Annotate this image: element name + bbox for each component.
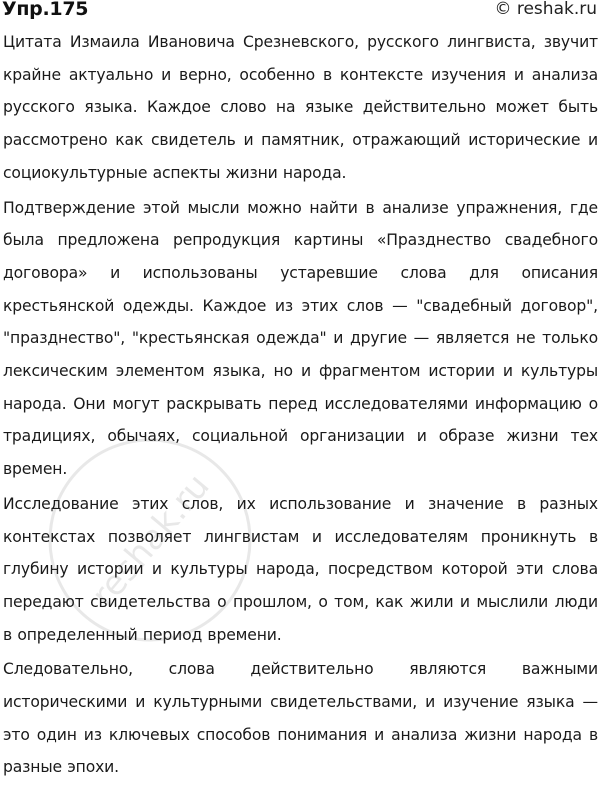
page-header [0,0,603,26]
watermark-text: reshak.ru [83,466,218,615]
paragraph-2: Подтверждение этой мысли можно найти в анализе упражнения, где была предложена репродукция картины «Празднество свадебного договора» и использованы устаревшие слова для описания крестьянской одежды. Каждое из этих слов — "свадебный договор", "празднество", "крестьянская одежда" и другие — является не только лексическим элементом языка, но и фрагментом истории и культуры народа. Они могут раскрывать перед исследователями информацию о традициях, обычаях, социальной организации и образе жизни тех времен. [3,198,598,479]
exercise-title: Упр.175 [2,0,89,20]
site-credit: © reshak.ru [494,0,597,19]
answer-text [3,26,598,786]
paragraph-1: Цитата Измаила Ивановича Срезневского, русского лингвиста, звучит крайне актуально и верно, особенно в контексте изучения и анализа русского языка. Каждое слово на языке действительно может быть рассмотрено как свидетель и памятник, отражающий исторические и социокультурные аспекты жизни народа. [3,33,598,182]
paragraph-3: Исследование этих слов, их использование и значение в разных контекстах позволяет лингвистам и исследователям проникнуть в глубину истории и культуры народа, посредством которой эти слова передают свидетельства о прошлом, о том, как жили и мыслили люди в определенный период времени. [3,494,598,644]
paragraph-4: Следовательно, слова действительно являются важными историческими и культурными свидетельствами, и изучение языка — это один из ключевых способов понимания и анализа жизни народа в разные эпохи. [3,660,598,777]
